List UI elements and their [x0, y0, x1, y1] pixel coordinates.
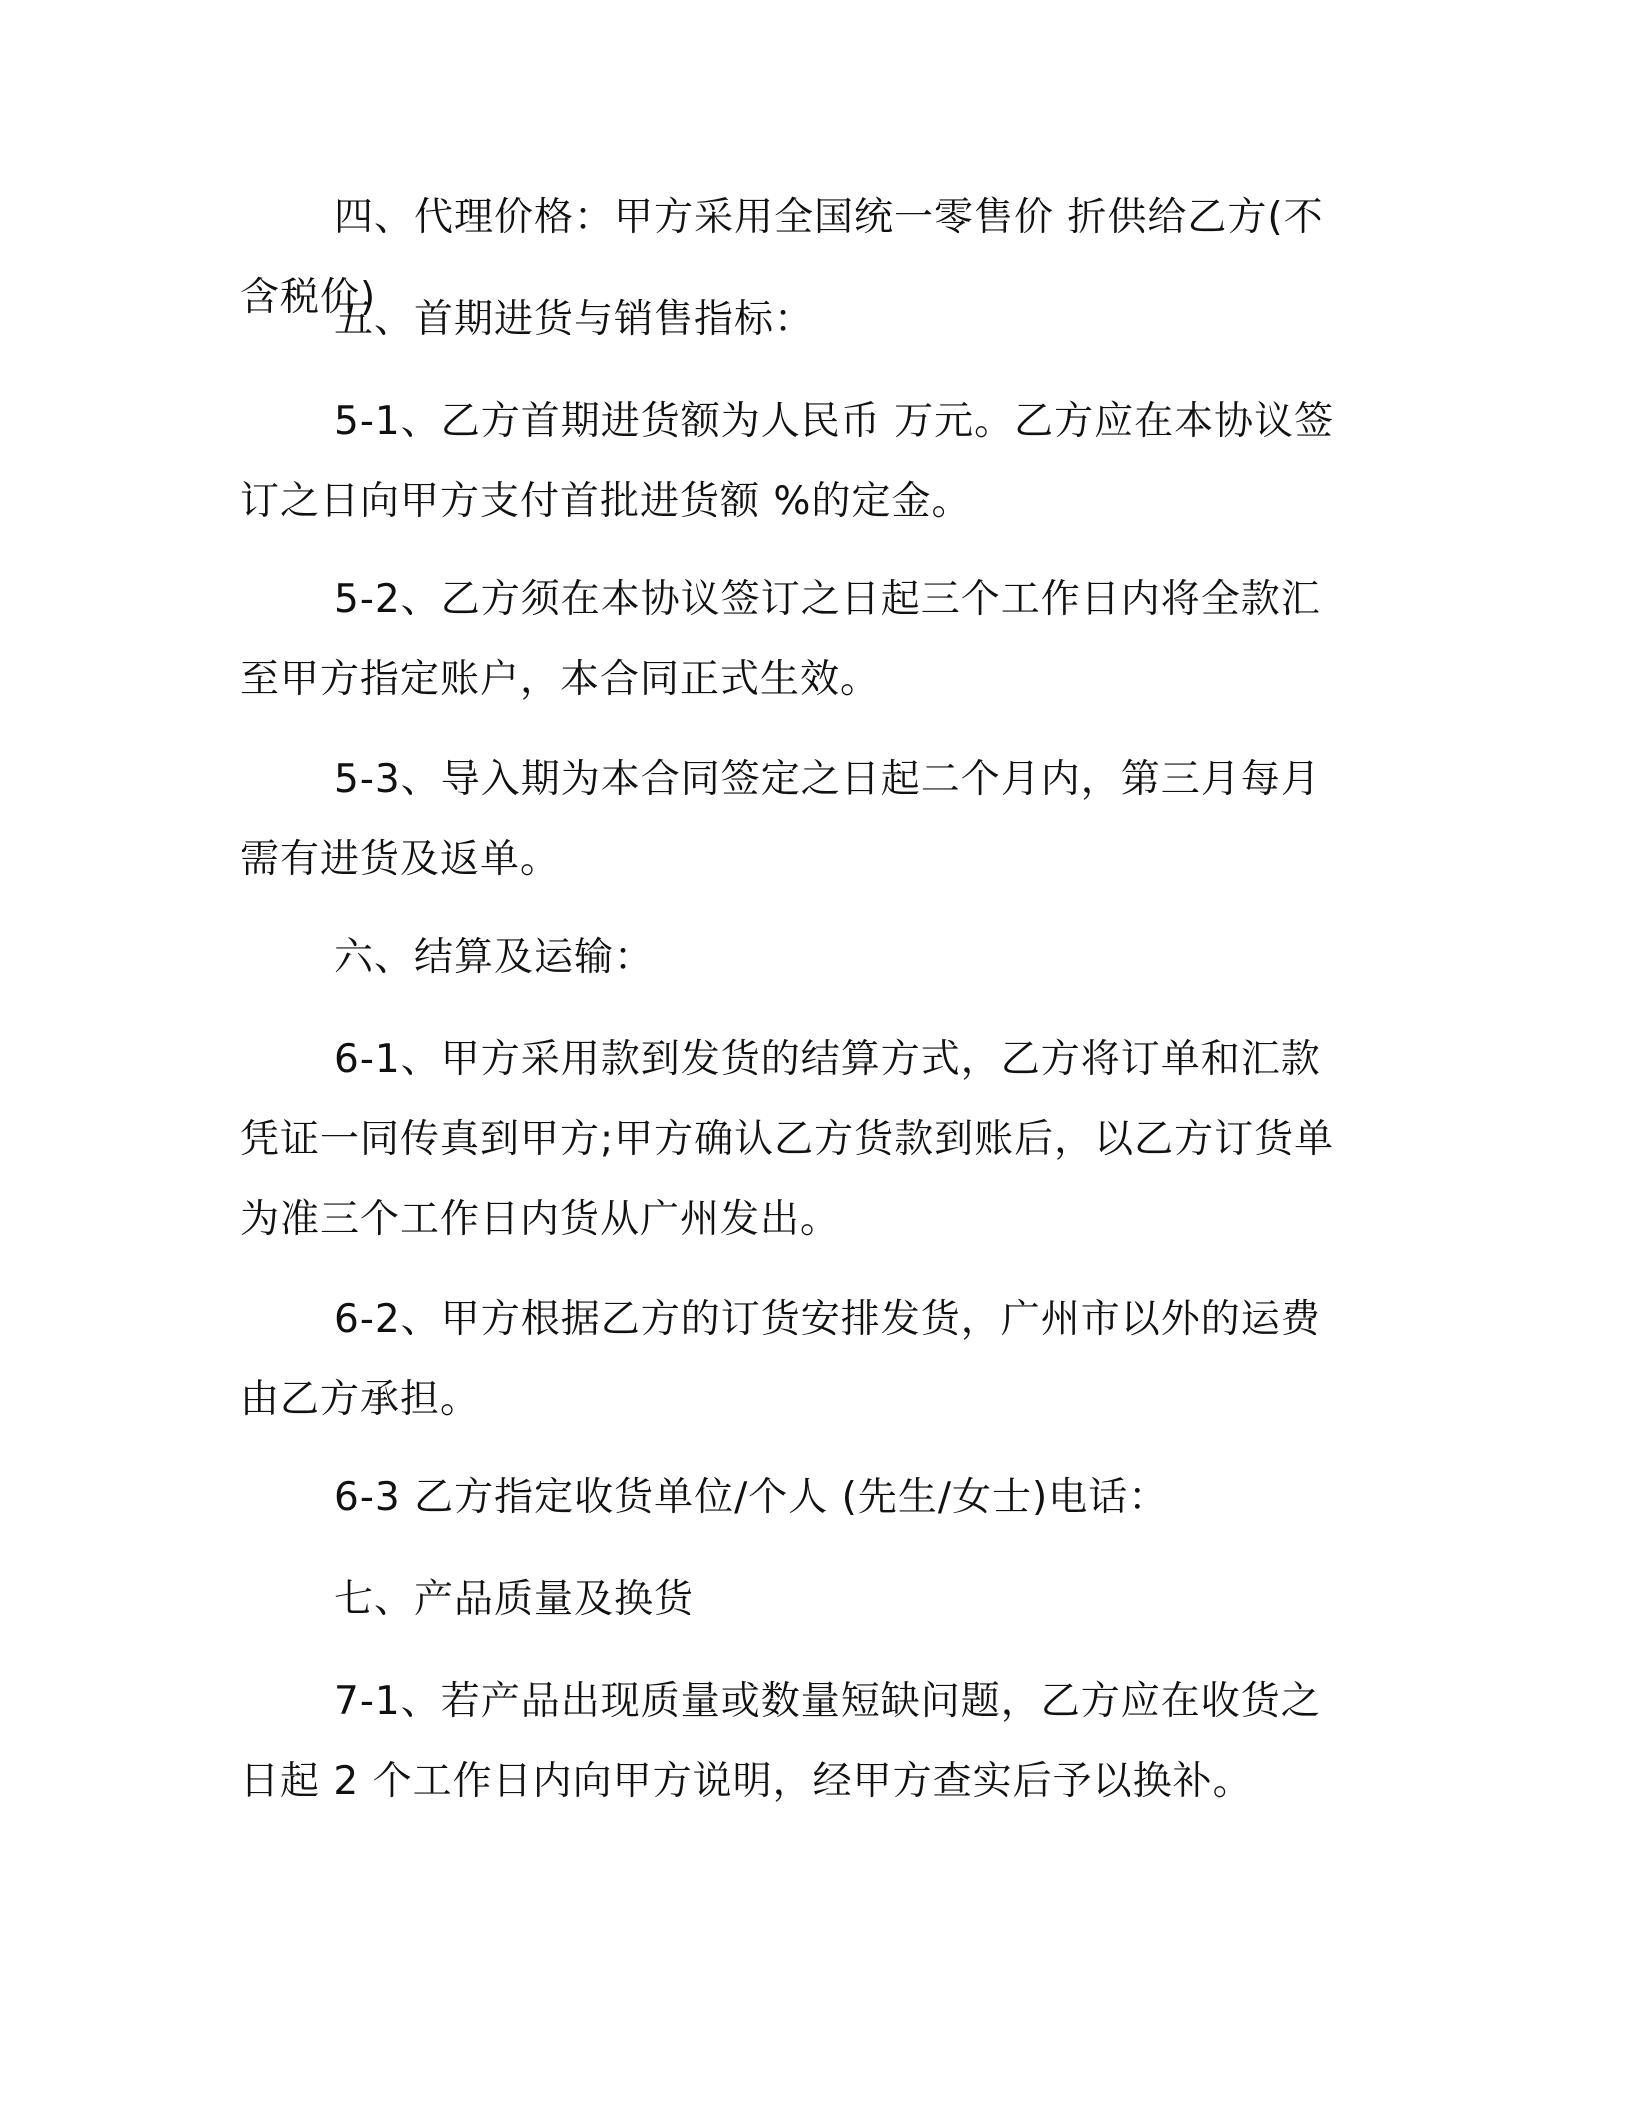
clause-6-1: 6-1、甲方采用款到发货的结算方式，乙方将订单和汇款凭证一同传真到甲方;甲方确认乙方货款到账后，以乙方订货单为准三个工作日内货从广州发出。 — [240, 1037, 1335, 1242]
section-7-heading: 七、产品质量及换货 — [334, 1577, 695, 1622]
section-5-heading: 五、首期进货与销售指标： — [334, 297, 815, 342]
clause-6-2: 6-2、甲方根据乙方的订货安排发货，广州市以外的运费由乙方承担。 — [240, 1297, 1321, 1422]
clause-5-1: 5-1、乙方首期进货额为人民币 万元。乙方应在本协议签订之日向甲方支付首批进货额 %的定金。 — [240, 399, 1335, 524]
section-4-agency-price: 四、代理价格：甲方采用全国统一零售价 折供给乙方(不含税价) — [240, 195, 1324, 320]
section-6-heading: 六、结算及运输： — [334, 935, 655, 980]
clause-7-1: 7-1、若产品出现质量或数量短缺问题，乙方应在收货之日起 2 个工作日内向甲方说明，经甲方查实后予以换补。 — [240, 1679, 1321, 1804]
clause-6-3: 6-3 乙方指定收货单位/个人 (先生/女士)电话： — [334, 1475, 1169, 1520]
clause-5-3: 5-3、导入期为本合同签定之日起二个月内，第三月每月需有进货及返单。 — [240, 757, 1321, 882]
clause-5-2: 5-2、乙方须在本协议签订之日起三个工作日内将全款汇至甲方指定账户，本合同正式生效。 — [240, 577, 1321, 702]
